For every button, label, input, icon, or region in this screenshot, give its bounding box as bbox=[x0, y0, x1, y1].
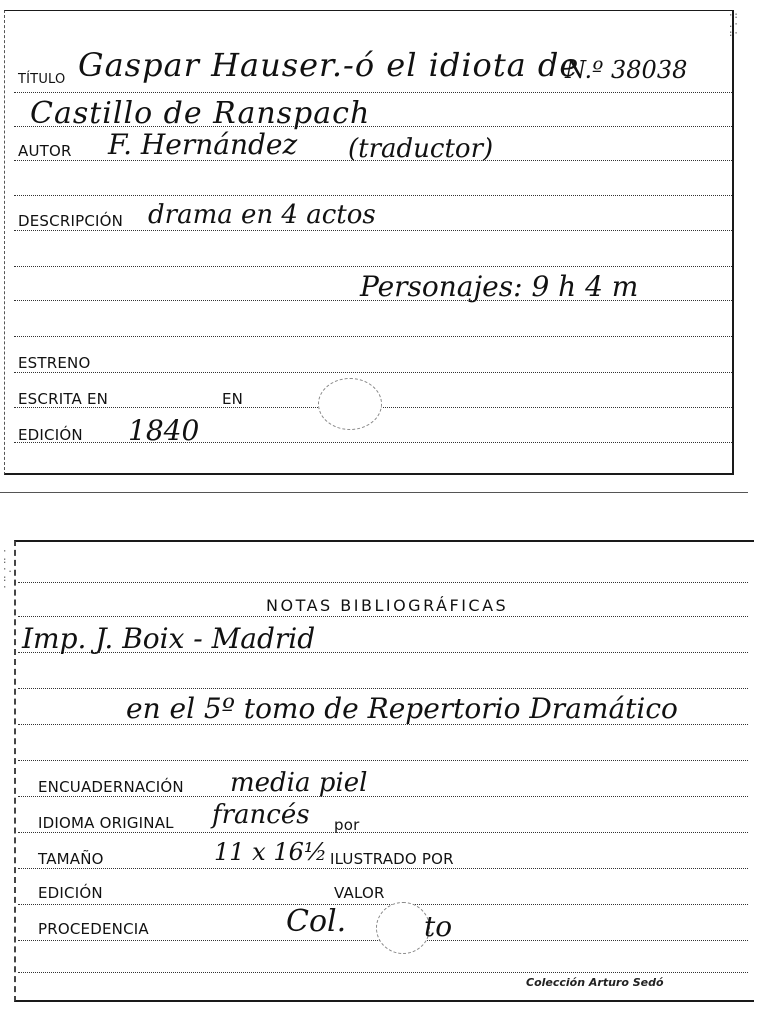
procedencia-value: Col. bbox=[286, 904, 347, 939]
rule-line bbox=[18, 868, 748, 869]
estreno-label: ESTRENO bbox=[18, 354, 91, 372]
edge-specks: · : ·. : · bbox=[2, 547, 13, 593]
card-divider bbox=[0, 492, 748, 493]
nota-imprenta: Imp. J. Boix - Madrid bbox=[22, 622, 316, 655]
en-label: EN bbox=[222, 390, 244, 408]
rule-line bbox=[18, 796, 748, 797]
tamano-label: TAMAÑO bbox=[38, 850, 104, 868]
notas-heading: NOTAS BIBLIOGRÁFICAS bbox=[266, 596, 509, 615]
por-label: por bbox=[334, 816, 360, 834]
rule-line bbox=[18, 616, 748, 617]
catalog-number: N.º 38038 bbox=[565, 56, 688, 84]
edicion-label: EDICIÓN bbox=[18, 426, 83, 444]
titulo-label: TÍTULO bbox=[18, 72, 66, 87]
escrita-en-label: ESCRITA EN bbox=[18, 390, 109, 408]
rule-line bbox=[18, 582, 748, 583]
idioma-label: IDIOMA ORIGINAL bbox=[38, 814, 174, 832]
autor-label: AUTOR bbox=[18, 142, 72, 160]
rule-line bbox=[18, 904, 748, 905]
rule-line bbox=[14, 230, 732, 231]
procedencia-value-end: to bbox=[424, 910, 453, 943]
procedencia-label: PROCEDENCIA bbox=[38, 920, 149, 938]
edicion-value: 1840 bbox=[128, 414, 200, 447]
rule-line bbox=[14, 372, 732, 373]
valor-label: VALOR bbox=[334, 884, 385, 902]
rule-line bbox=[14, 92, 732, 93]
titulo-value: Gaspar Hauser.-ó el idiota de bbox=[78, 46, 580, 84]
rule-line bbox=[14, 266, 732, 267]
erased-stamp bbox=[376, 902, 430, 954]
autor-value: F. Hernández bbox=[108, 128, 298, 161]
ilustrado-label: ILUSTRADO POR bbox=[330, 850, 454, 868]
descripcion-label: DESCRIPCIÓN bbox=[18, 212, 124, 230]
rule-line bbox=[18, 832, 748, 833]
rule-line bbox=[18, 688, 748, 689]
autor-role: (traductor) bbox=[348, 134, 494, 164]
titulo-continuation: Castillo de Ranspach bbox=[30, 96, 371, 131]
collection-footer: Colección Arturo Sedó bbox=[526, 976, 664, 989]
edge-specks: ·: .· :· bbox=[728, 11, 739, 39]
erased-stamp bbox=[318, 378, 382, 430]
rule-line bbox=[14, 195, 732, 196]
rule-line bbox=[18, 972, 748, 973]
encuadernacion-value: media piel bbox=[230, 768, 368, 798]
rule-line bbox=[18, 760, 748, 761]
personajes-note: Personajes: 9 h 4 m bbox=[360, 270, 639, 303]
edicion-back-label: EDICIÓN bbox=[38, 884, 103, 902]
rule-line bbox=[14, 336, 732, 337]
idioma-value: francés bbox=[212, 800, 310, 830]
descripcion-value: drama en 4 actos bbox=[148, 200, 376, 230]
tamano-value: 11 x 16½ bbox=[214, 838, 328, 866]
encuadernacion-label: ENCUADERNACIÓN bbox=[38, 778, 184, 796]
rule-line bbox=[14, 442, 732, 443]
nota-repertorio: en el 5º tomo de Repertorio Dramático bbox=[126, 692, 678, 725]
